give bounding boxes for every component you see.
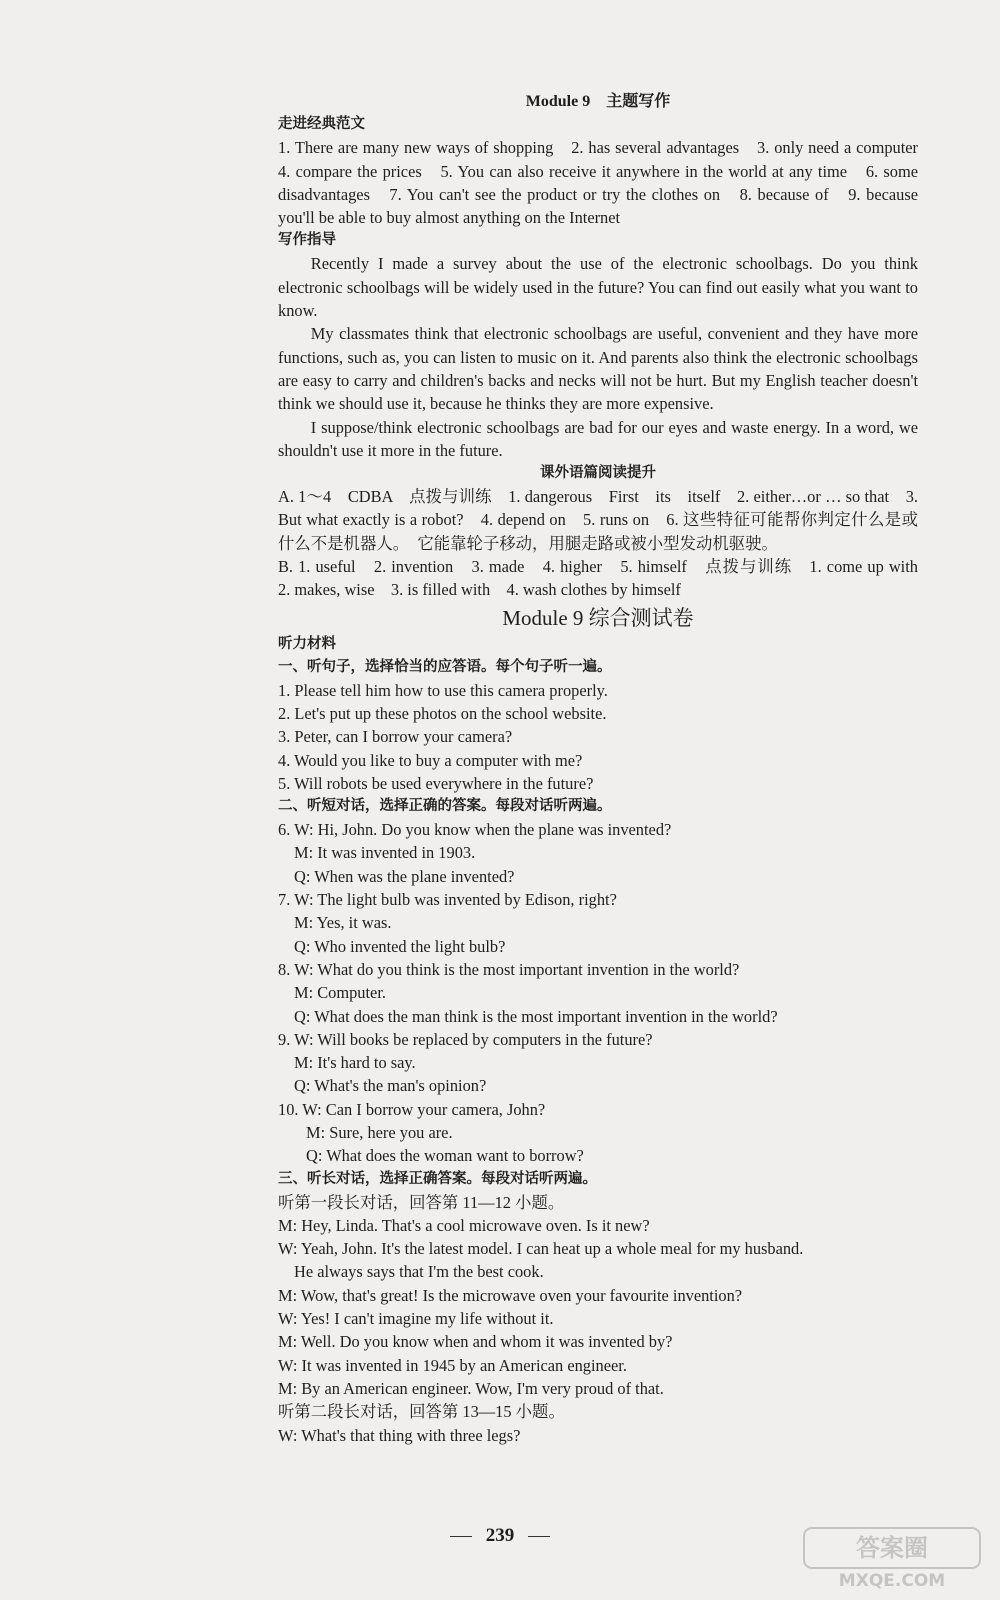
list-item: 1. Please tell him how to use this camera properly. xyxy=(278,680,608,700)
dialogue-line: 7. W: The light bulb was invented by Edison, right? xyxy=(278,890,617,910)
dialogue-line: M: By an American engineer. Wow, I'm very proud of that. xyxy=(278,1378,664,1398)
reading-heading: 课外语篇阅读提升 xyxy=(540,465,656,482)
module-writing-title: Module 9 主题写作 xyxy=(525,93,671,110)
page-number-dash-right xyxy=(528,1536,550,1537)
classic-heading: 走进经典范文 xyxy=(278,116,365,133)
section1-heading: 一、听句子，选择恰当的应答语。每个句子听一遍。 xyxy=(278,658,612,675)
list-item: 5. Will robots be used everywhere in the future? xyxy=(278,773,594,793)
dialogue-line: M: Yes, it was. xyxy=(294,913,392,933)
dialogue-line: Q: What does the man think is the most important invention in the world? xyxy=(294,1006,778,1026)
guide-paragraph-3: I suppose/think electronic schoolbags are bad for our eyes and waste energy. In a word, we shouldn't use it more in the future. xyxy=(278,417,918,460)
dialogue-line: Q: When was the plane invented? xyxy=(294,866,515,886)
dialogue-line: 9. W: Will books be replaced by computers in the future? xyxy=(278,1029,653,1049)
section2-heading: 二、听短对话，选择正确的答案。每段对话听两遍。 xyxy=(278,798,612,815)
list-item: 2. Let's put up these photos on the school website. xyxy=(278,703,607,723)
classic-answers: 1. There are many new ways of shopping 2. has several advantages 3. only need a computer 4. compare the prices 5. You can also receive it anywhere in the world at any time 6. some disadvantages 7. You can't see the product or try the clothes on 8. because of 9. because you'll be able to buy almost anything on the Internet xyxy=(278,138,935,228)
dialogue-line: M: It's hard to say. xyxy=(294,1053,416,1073)
dialogue-line: W: It was invented in 1945 by an American engineer. xyxy=(278,1355,627,1375)
dialogue-line: M: Hey, Linda. That's a cool microwave oven. Is it new? xyxy=(278,1215,650,1235)
watermark-logo xyxy=(802,1524,982,1592)
listening-heading: 听力材料 xyxy=(278,635,336,652)
dialogue-line: 10. W: Can I borrow your camera, John? xyxy=(278,1099,546,1119)
dialogue-line: M: Wow, that's great! Is the microwave oven your favourite invention? xyxy=(278,1285,743,1305)
answer-content xyxy=(278,90,935,1447)
dialogue-line: 6. W: Hi, John. Do you know when the plane was invented? xyxy=(278,820,672,840)
dialogue-line: W: What's that thing with three legs? xyxy=(278,1425,521,1445)
dialogue-line: W: Yes! I can't imagine my life without it. xyxy=(278,1309,554,1329)
section3-heading: 三、听长对话，选择正确答案。每段对话听两遍。 xyxy=(278,1170,597,1187)
dialogue-line: Q: What's the man's opinion? xyxy=(294,1076,487,1096)
list-item: 3. Peter, can I borrow your camera? xyxy=(278,727,513,747)
guide-heading: 写作指导 xyxy=(278,232,336,249)
dialogue-line: W: Yeah, John. It's the latest model. I can heat up a whole meal for my husband. xyxy=(278,1239,804,1259)
test-title: Module 9 综合测试卷 xyxy=(502,605,694,630)
reading-part-b: B. 1. useful 2. invention 3. made 4. higher 5. himself 点拨与训练 1. come up with 2. makes, wise 3. is filled with 4. wash clothes by himself xyxy=(278,557,935,600)
watermark-url: MXQE.COM xyxy=(838,1571,946,1591)
dialogue-line: Q: Who invented the light bulb? xyxy=(294,936,506,956)
dialogue-line: M: It was invented in 1903. xyxy=(294,843,476,863)
dialogue-line: M: Computer. xyxy=(294,983,386,1003)
reading-part-a: A. 1～4 CDBA 点拨与训练 1. dangerous First its itself 2. either…or … so that 3. But what exactly is a robot? 4. depend on 5. runs on 6. 这些特征可能帮你判定什么是或什么不是机器人。 它能靠轮子移动，用腿走路或被小型发动机驱驶。 xyxy=(278,487,918,553)
list-item: 4. Would you like to buy a computer with me? xyxy=(278,750,583,770)
dialogue-line: 8. W: What do you think is the most important invention in the world? xyxy=(278,959,740,979)
dialogue-line: M: Well. Do you know when and whom it was invented by? xyxy=(278,1332,673,1352)
dialogue-line: M: Sure, here you are. xyxy=(306,1122,453,1142)
watermark-logo-text: 答案圈 xyxy=(856,1534,928,1562)
section3-dialogues xyxy=(278,1191,918,1447)
dialogue-line: Q: What does the woman want to borrow? xyxy=(306,1146,584,1166)
guide-paragraph-1: Recently I made a survey about the use of the electronic schoolbags. Do you think electronic schoolbags will be widely used in the future? You can find out easily what you want to know. xyxy=(278,254,918,321)
section2-dialogues xyxy=(278,818,918,1167)
page-number-dash-left xyxy=(450,1536,472,1537)
guide-paragraph-2: My classmates think that electronic schoolbags are useful, convenient and they have more functions, such as, you can listen to music on it. And parents also think the electronic schoolbags are easy to carry and children's backs and necks will not be hurt. But my English teacher doesn't think we should use it, because he thinks they are more expensive. xyxy=(278,324,918,414)
dialogue-line: He always says that I'm the best cook. xyxy=(294,1262,544,1282)
page-number-value: 239 xyxy=(485,1525,515,1546)
dialogue-line: 听第二段长对话，回答第 13—15 小题。 xyxy=(278,1402,565,1422)
section1-list xyxy=(278,679,918,795)
dialogue-line: 听第一段长对话，回答第 11—12 小题。 xyxy=(278,1192,565,1212)
